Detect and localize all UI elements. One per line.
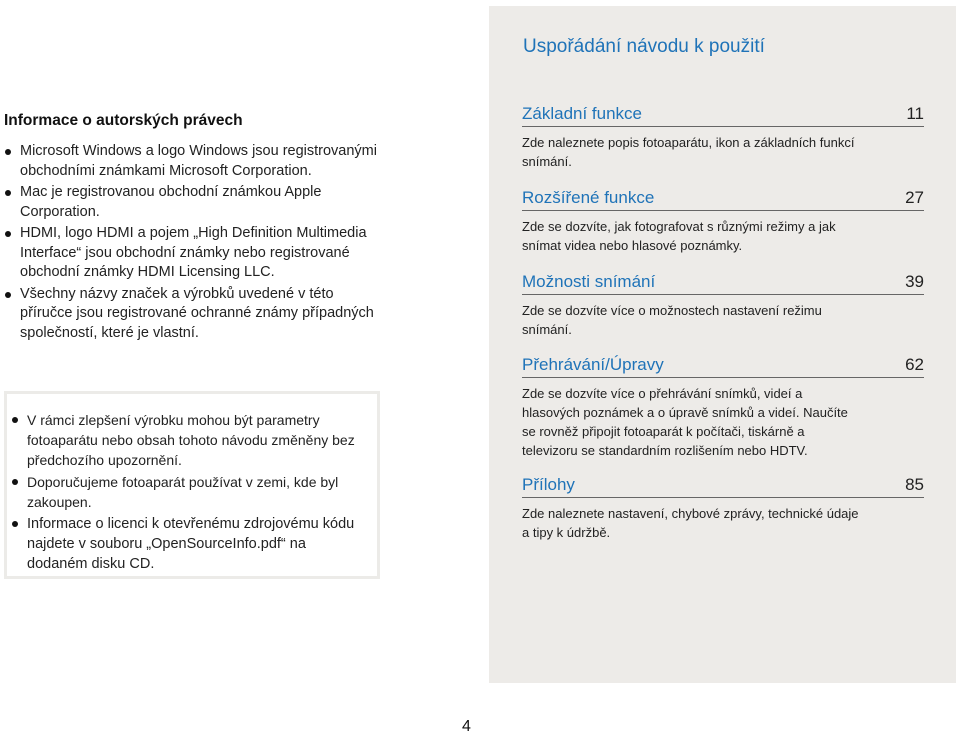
- toc-entry-name[interactable]: Základní funkce: [522, 104, 643, 123]
- toc-entry-page: 27: [905, 188, 924, 207]
- toc-entry-appendix[interactable]: [522, 475, 924, 542]
- list-item: V rámci zlepšení výrobku mohou být parametry fotoaparátu nebo obsah tohoto návodu změněny bez předchozího upozornění.: [11, 410, 369, 470]
- toc-entry-header: [522, 272, 924, 295]
- toc-entry-description: Zde se dozvíte více o možnostech nastavení režimu snímání.: [522, 303, 822, 337]
- toc-entry-header: [522, 104, 924, 127]
- list-item: Informace o licenci k otevřenému zdrojovému kódu najdete v souboru „OpenSourceInfo.pdf“ na dodaném disku CD.: [11, 514, 369, 574]
- toc-entry-description: Zde se dozvíte, jak fotografovat s různými režimy a jak snímat videa nebo hlasové poznámky.: [522, 219, 836, 253]
- toc-entry-name[interactable]: Přílohy: [522, 475, 575, 494]
- toc-entry-header: [522, 355, 924, 378]
- page-number: 4: [462, 718, 471, 735]
- toc-entry-playback[interactable]: [522, 355, 924, 460]
- toc-entry-header: [522, 188, 924, 211]
- toc-entry-header: [522, 475, 924, 498]
- list-item: Všechny názvy značek a výrobků uvedené v této příručce jsou registrované ochranné známy případných společností, které je vlastní.: [4, 285, 384, 344]
- toc-panel: [489, 6, 956, 683]
- copyright-section: [4, 112, 384, 345]
- list-item: Doporučujeme fotoaparát používat v zemi, kde byl zakoupen.: [11, 472, 369, 512]
- toc-entry-page: 85: [905, 475, 924, 494]
- toc-entry-page: 11: [906, 104, 924, 123]
- notice-box: [4, 391, 380, 579]
- toc-entry-description: Zde naleznete nastavení, chybové zprávy, technické údaje a tipy k údržbě.: [522, 506, 859, 540]
- list-item: HDMI, logo HDMI a pojem „High Definition Multimedia Interface“ jsou obchodní známky nebo registrované obchodní známky HDMI Licensing LLC.: [4, 224, 384, 283]
- toc-entry-name[interactable]: Možnosti snímání: [522, 272, 656, 291]
- toc-entry-basic[interactable]: [522, 104, 924, 171]
- toc-entry-shooting-options[interactable]: [522, 272, 924, 339]
- list-item: Mac je registrovanou obchodní známkou Apple Corporation.: [4, 183, 384, 222]
- toc-entry-name[interactable]: Rozšířené funkce: [522, 188, 655, 207]
- toc-entry-page: 62: [905, 355, 924, 374]
- notice-list: [11, 410, 369, 574]
- toc-entry-name[interactable]: Přehrávání/Úpravy: [522, 355, 664, 374]
- list-item: Microsoft Windows a logo Windows jsou registrovanými obchodními známkami Microsoft Corporation.: [4, 142, 384, 181]
- toc-entry-description: Zde naleznete popis fotoaparátu, ikon a základních funkcí snímání.: [522, 135, 855, 169]
- toc-title: Uspořádání návodu k použití: [523, 36, 765, 57]
- toc-entry-extended[interactable]: [522, 188, 924, 255]
- copyright-heading: Informace o autorských právech: [4, 112, 243, 129]
- toc-entry-description: Zde se dozvíte více o přehrávání snímků, videí a hlasových poznámek a o úpravě snímků a videí. Naučíte se rovněž připojit fotoaparát k počítači, tiskárně a televizoru se standardním rozlišením nebo HDTV.: [522, 386, 848, 458]
- toc-entry-page: 39: [905, 272, 924, 291]
- copyright-list: [4, 142, 384, 343]
